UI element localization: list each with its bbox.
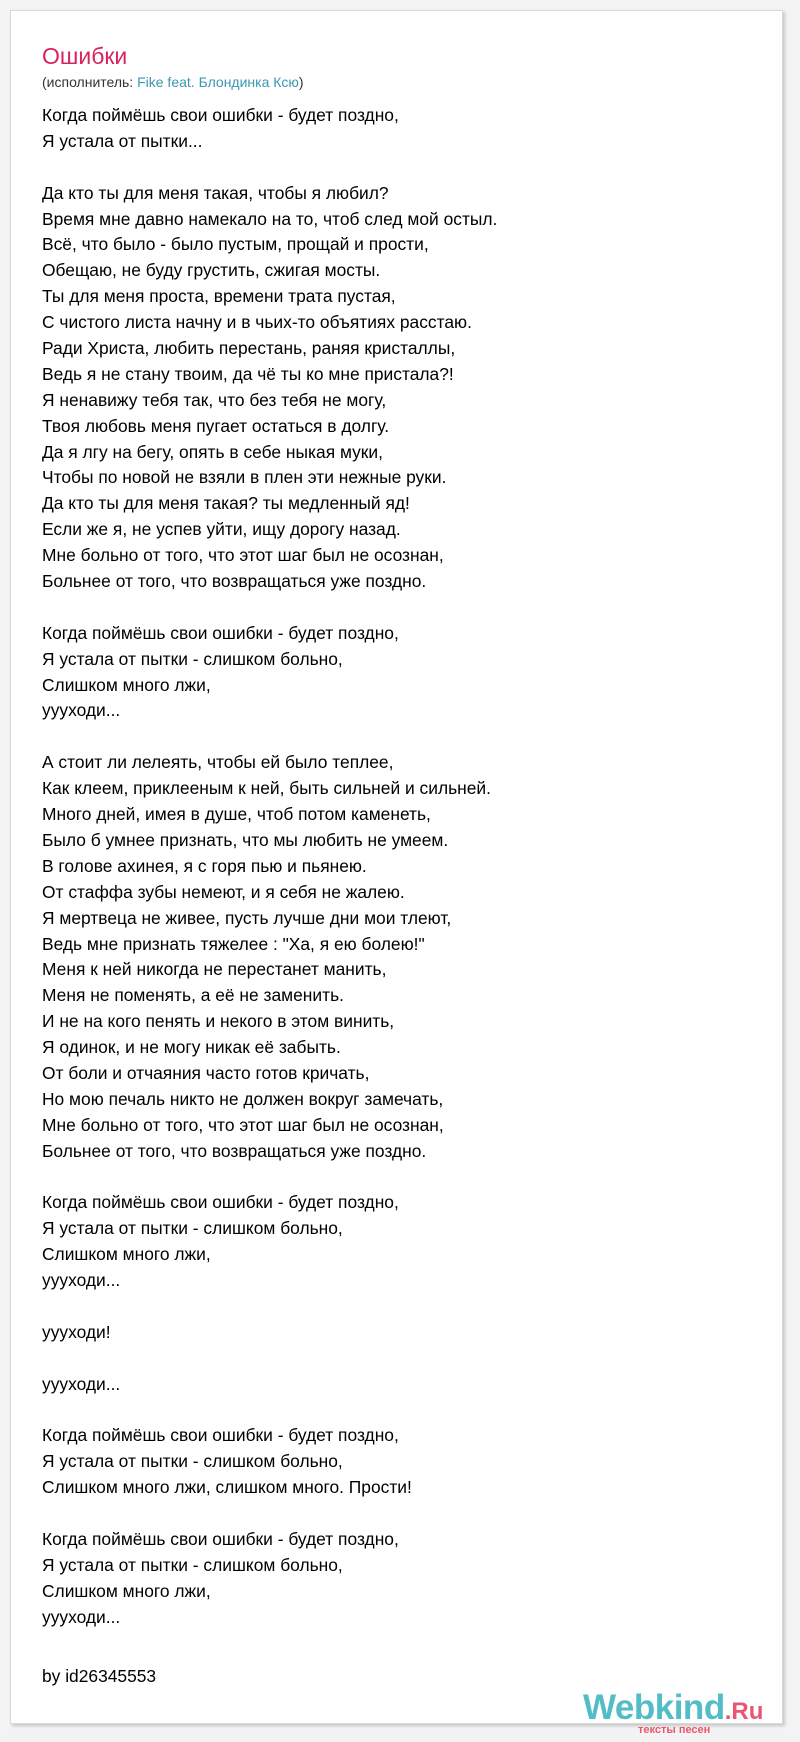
lyric-blank-line (42, 155, 742, 181)
lyric-line: Я ненавижу тебя так, что без тебя не могу, (42, 389, 387, 410)
lyric-blank-line (42, 1501, 742, 1527)
lyric-line: Когда поймёшь свои ошибки - будет поздно, (42, 1192, 399, 1213)
lyric-line: Ты для меня проста, времени трата пустая, (42, 286, 396, 307)
lyric-line: В голове ахинея, я с горя пью и пьянею. (42, 855, 367, 876)
artist-line (42, 73, 304, 91)
lyric-line: Я устала от пытки... (42, 130, 203, 151)
lyric-line: Чтобы по новой не взяли в плен эти нежные руки. (42, 467, 447, 488)
lyric-line: Меня не поменять, а её не заменить. (42, 985, 344, 1006)
lyric-line: Как клеем, приклееным к ней, быть сильней и сильней. (42, 778, 491, 799)
lyric-line: Ведь мне признать тяжелее : "Ха, я ею болею!" (42, 933, 425, 954)
lyric-line: А стоит ли лелеять, чтобы ей было теплее, (42, 752, 394, 773)
lyric-line: уууходи... (42, 1606, 121, 1627)
lyric-line: Было б умнее признать, что мы любить не умеем. (42, 829, 449, 850)
lyric-line: Слишком много лжи, (42, 674, 211, 695)
lyric-line: Много дней, имея в душе, чтоб потом каменеть, (42, 804, 431, 825)
lyric-line: Обещаю, не буду грустить, сжигая мосты. (42, 260, 381, 281)
logo-main-text: Webkind (583, 1688, 725, 1727)
site-logo[interactable] (583, 1688, 773, 1740)
lyric-line: Я устала от пытки - слишком больно, (42, 648, 343, 669)
logo-tagline: тексты песен (638, 1724, 711, 1736)
lyric-line: Но мою печаль никто не должен вокруг замечать, (42, 1088, 444, 1109)
lyric-blank-line (42, 1398, 742, 1424)
lyric-line: уууходи... (42, 700, 121, 721)
artist-suffix: ) (298, 74, 304, 90)
lyric-line: И не на кого пенять и некого в этом винить, (42, 1011, 395, 1032)
artist-prefix: (исполнитель: (42, 74, 138, 90)
lyric-line: Больнее от того, что возвращаться уже поздно. (42, 1140, 427, 1161)
lyric-line: Время мне давно намекало на то, чтоб след мой остыл. (42, 208, 498, 229)
lyric-line: уууходи... (42, 1270, 121, 1291)
lyric-line: Твоя любовь меня пугает остаться в долгу. (42, 415, 390, 436)
lyric-line: Я мертвеца не живее, пусть лучше дни мои тлеют, (42, 907, 452, 928)
lyric-line: Мне больно от того, что этот шаг был не осознан, (42, 1114, 444, 1135)
lyric-line: Да кто ты для меня такая, чтобы я любил? (42, 182, 389, 203)
lyric-line: Ведь я не стану твоим, да чё ты ко мне пристала?! (42, 363, 454, 384)
lyric-line: Я устала от пытки - слишком больно, (42, 1218, 343, 1239)
lyric-line: Когда поймёшь свои ошибки - будет поздно, (42, 622, 399, 643)
lyric-line: С чистого листа начну и в чьих-то объятиях расстаю. (42, 312, 472, 333)
lyric-line: От стаффа зубы немеют, и я себя не жалею. (42, 881, 405, 902)
song-title: Ошибки (42, 43, 128, 69)
lyric-line: Да я лгу на бегу, опять в себе ныкая муки, (42, 441, 383, 462)
lyric-line: Слишком много лжи, (42, 1244, 211, 1265)
lyric-line: уууходи... (42, 1373, 121, 1394)
lyric-line: Я одинок, и не могу никак её забыть. (42, 1037, 341, 1058)
lyric-line: Да кто ты для меня такая? ты медленный яд! (42, 493, 410, 514)
author-byline: by id26345553 (42, 1666, 157, 1686)
lyric-line: Слишком много лжи, слишком много. Прости! (42, 1477, 412, 1498)
lyric-line: Когда поймёшь свои ошибки - будет поздно, (42, 1425, 399, 1446)
artist-link[interactable]: Fike feat. Блондинка Ксю (137, 74, 299, 90)
lyric-line: уууходи! (42, 1321, 111, 1342)
lyric-line: Мне больно от того, что этот шаг был не осознан, (42, 545, 444, 566)
lyric-blank-line (42, 1294, 742, 1320)
lyric-line: Когда поймёшь свои ошибки - будет поздно, (42, 105, 399, 125)
lyric-line: Ради Христа, любить перестань, раняя кристаллы, (42, 338, 456, 359)
lyric-line: Когда поймёшь свои ошибки - будет поздно, (42, 1528, 399, 1549)
lyric-line: От боли и отчаяния часто готов кричать, (42, 1062, 370, 1083)
lyric-line: Меня к ней никогда не перестанет манить, (42, 959, 387, 980)
lyric-blank-line (42, 595, 742, 621)
lyric-line: Больнее от того, что возвращаться уже поздно. (42, 571, 427, 592)
lyrics-text (42, 103, 742, 1631)
lyric-line: Я устала от пытки - слишком больно, (42, 1554, 343, 1575)
lyric-line: Я устала от пытки - слишком больно, (42, 1451, 343, 1472)
lyric-blank-line (42, 1346, 742, 1372)
logo-tld: .Ru (724, 1698, 764, 1725)
lyric-blank-line (42, 724, 742, 750)
lyric-blank-line (42, 1165, 742, 1191)
lyric-line: Если же я, не успев уйти, ищу дорогу назад. (42, 519, 401, 540)
lyric-line: Всё, что было - было пустым, прощай и прости, (42, 234, 429, 255)
lyric-line: Слишком много лжи, (42, 1580, 211, 1601)
